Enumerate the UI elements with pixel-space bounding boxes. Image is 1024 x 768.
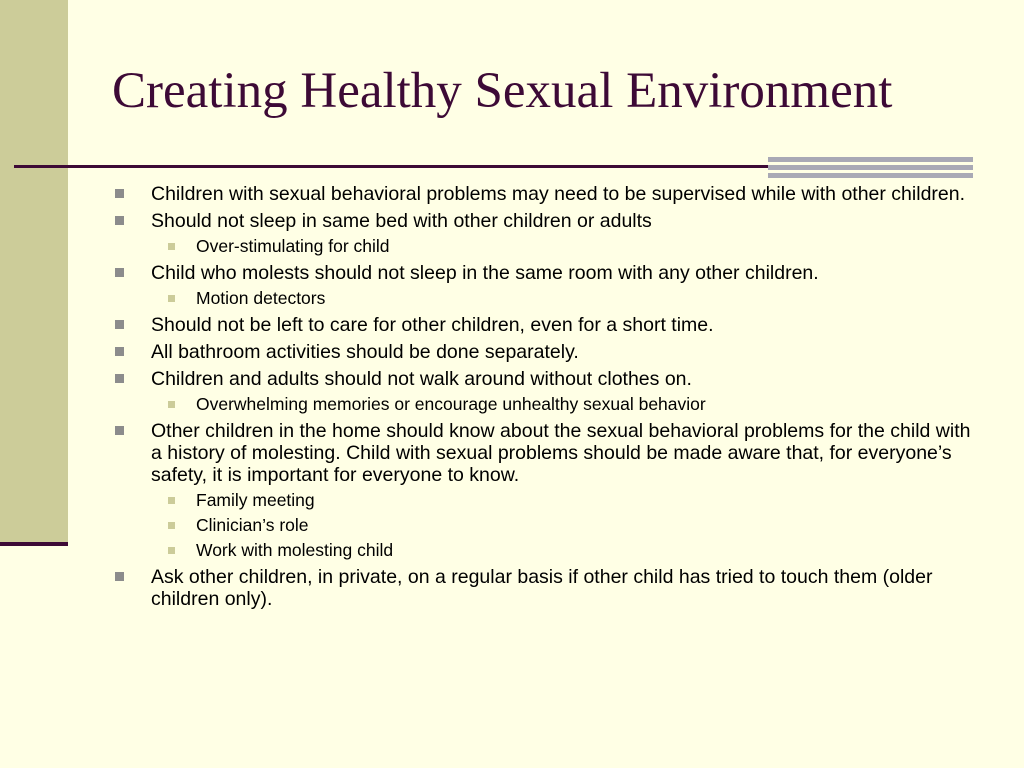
bullet-text: Ask other children, in private, on a regular basis if other child has tried to touch them (older children only). (151, 566, 933, 610)
left-accent-band (0, 0, 68, 545)
bullet-text: Children and adults should not walk around without clothes on. (151, 368, 692, 390)
square-bullet-icon (115, 426, 124, 435)
decorative-stripes (768, 157, 973, 179)
sub-bullet-text: Clinician’s role (196, 515, 309, 535)
sub-bullet-item (113, 540, 973, 561)
square-bullet-icon (115, 572, 124, 581)
sub-bullet-item (113, 236, 973, 257)
bullet-item (113, 210, 973, 232)
square-bullet-icon (115, 268, 124, 277)
square-sub-bullet-icon (168, 547, 175, 554)
square-bullet-icon (115, 347, 124, 356)
sub-bullet-text: Family meeting (196, 490, 315, 510)
sub-bullet-item (113, 490, 973, 511)
square-bullet-icon (115, 216, 124, 225)
sub-bullet-item (113, 515, 973, 536)
bullet-text: Should not sleep in same bed with other children or adults (151, 210, 652, 232)
left-band-rule (0, 542, 68, 546)
square-sub-bullet-icon (168, 522, 175, 529)
square-sub-bullet-icon (168, 243, 175, 250)
square-bullet-icon (115, 374, 124, 383)
bullet-text: Other children in the home should know about the sexual behavioral problems for the child with a history of molesting. Child with sexual problems should be made aware that, for everyone’s safety, it is important for everyone to know. (151, 420, 971, 486)
sub-bullet-text: Motion detectors (196, 288, 326, 308)
stripe (768, 157, 973, 162)
square-bullet-icon (115, 189, 124, 198)
sub-bullet-text: Work with molesting child (196, 540, 394, 560)
square-bullet-icon (115, 320, 124, 329)
bullet-list (113, 183, 973, 615)
stripe (768, 173, 973, 178)
bullet-item (113, 420, 973, 486)
bullet-item (113, 566, 973, 610)
square-sub-bullet-icon (168, 497, 175, 504)
slide-title: Creating Healthy Sexual Environment (112, 63, 893, 119)
sub-bullet-item (113, 394, 973, 415)
sub-bullet-text: Over-stimulating for child (196, 236, 390, 256)
bullet-item (113, 341, 973, 363)
bullet-item (113, 183, 973, 205)
square-sub-bullet-icon (168, 295, 175, 302)
bullet-text: Child who molests should not sleep in the same room with any other children. (151, 262, 819, 284)
bullet-text: All bathroom activities should be done separately. (151, 341, 579, 363)
sub-bullet-item (113, 288, 973, 309)
bullet-item (113, 368, 973, 390)
bullet-text: Should not be left to care for other children, even for a short time. (151, 314, 714, 336)
bullet-item (113, 262, 973, 284)
bullet-text: Children with sexual behavioral problems may need to be supervised while with other children. (151, 183, 966, 205)
sub-bullet-text: Overwhelming memories or encourage unhealthy sexual behavior (196, 394, 706, 414)
title-underline-rule (14, 165, 780, 168)
stripe (768, 165, 973, 170)
bullet-item (113, 314, 973, 336)
square-sub-bullet-icon (168, 401, 175, 408)
